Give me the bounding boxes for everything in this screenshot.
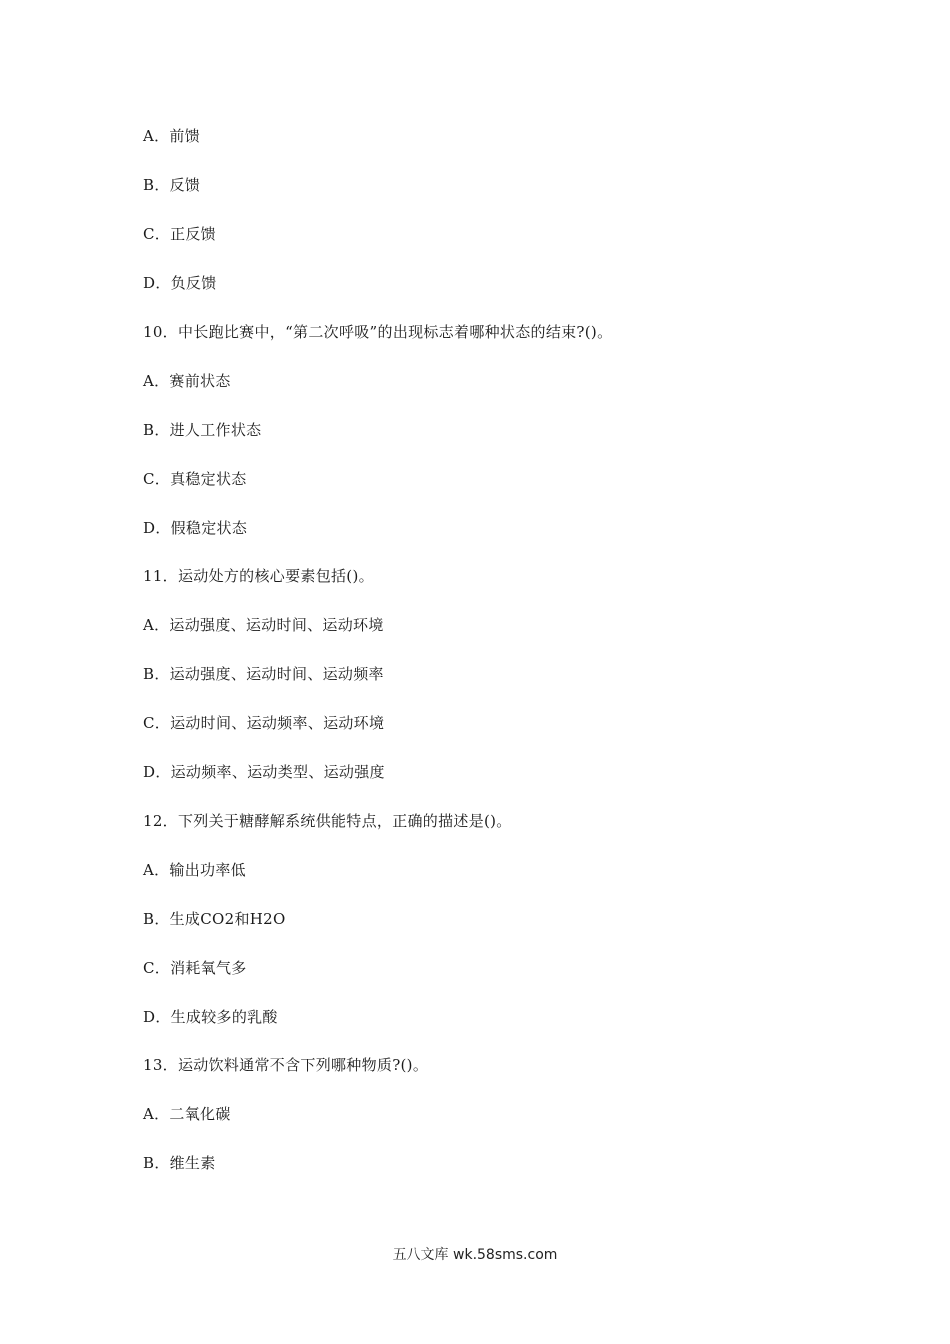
option-b-q13: B．维生素 bbox=[143, 1154, 216, 1172]
question-12: 12．下列关于糖酵解系统供能特点，正确的描述是()。 bbox=[143, 812, 512, 830]
option-b-q12: B．生成CO2和H2O bbox=[143, 910, 286, 928]
option-a-q13: A．二氧化碳 bbox=[143, 1105, 231, 1123]
option-c-q9: C．正反馈 bbox=[143, 225, 216, 243]
question-11: 11．运动处方的核心要素包括()。 bbox=[143, 567, 374, 585]
option-c-q12: C．消耗氧气多 bbox=[143, 959, 247, 977]
option-a-q12: A．输出功率低 bbox=[143, 861, 246, 879]
option-b-q11: B．运动强度、运动时间、运动频率 bbox=[143, 665, 384, 683]
footer-watermark-text: 五八文库 wk.58sms.com bbox=[392, 1247, 558, 1263]
option-a-q9: A．前馈 bbox=[143, 127, 201, 145]
option-b-q10: B．进人工作状态 bbox=[143, 421, 262, 439]
option-a-q11: A．运动强度、运动时间、运动环境 bbox=[143, 616, 384, 634]
option-d-q9: D．负反馈 bbox=[143, 274, 217, 292]
option-b-q9: B．反馈 bbox=[143, 176, 201, 194]
option-c-q11: C．运动时间、运动频率、运动环境 bbox=[143, 714, 385, 732]
option-d-q12: D．生成较多的乳酸 bbox=[143, 1008, 278, 1026]
option-d-q10: D．假稳定状态 bbox=[143, 519, 248, 537]
question-10: 10．中长跑比赛中，“第二次呼吸”的出现标志着哪种状态的结束?()。 bbox=[143, 323, 613, 341]
option-a-q10: A．赛前状态 bbox=[143, 372, 231, 390]
question-13: 13．运动饮料通常不含下列哪种物质?()。 bbox=[143, 1056, 429, 1074]
option-c-q10: C．真稳定状态 bbox=[143, 470, 247, 488]
option-d-q11: D．运动频率、运动类型、运动强度 bbox=[143, 763, 385, 781]
